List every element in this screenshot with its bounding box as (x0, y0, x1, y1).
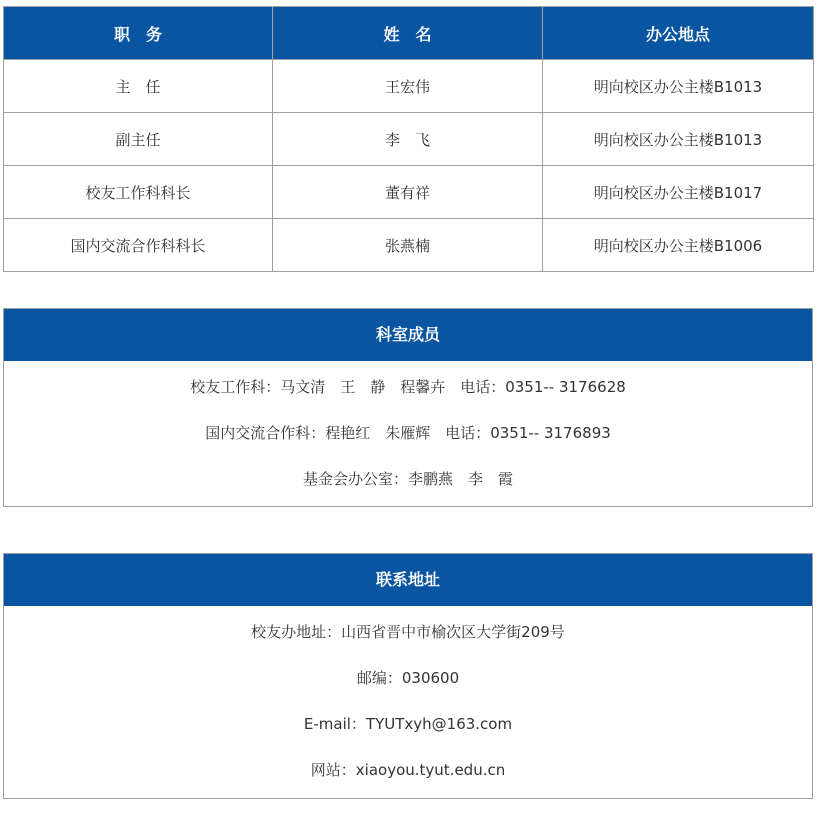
cell-office: 明向校区办公主楼B1013 (543, 113, 814, 166)
cell-position: 主 任 (4, 60, 273, 113)
members-section (3, 308, 813, 507)
table-row (4, 166, 814, 219)
cell-name: 董有祥 (273, 166, 543, 219)
cell-position: 国内交流合作科科长 (4, 219, 273, 272)
staff-table-header-row (4, 7, 814, 60)
members-line-foundation-office: 基金会办公室：李鹏燕 李 霞 (302, 470, 513, 488)
staff-table (3, 6, 814, 272)
header-office: 办公地点 (543, 7, 814, 60)
cell-office: 明向校区办公主楼B1013 (543, 60, 814, 113)
contact-section (3, 553, 813, 799)
cell-position: 副主任 (4, 113, 273, 166)
contact-title: 联系地址 (4, 554, 812, 606)
cell-name: 李 飞 (273, 113, 543, 166)
members-line-alumni-affairs: 校友工作科：马文清 王 静 程馨卉 电话：0351-- 3176628 (190, 378, 626, 396)
cell-office: 明向校区办公主楼B1017 (543, 166, 814, 219)
table-row (4, 60, 814, 113)
cell-office: 明向校区办公主楼B1006 (543, 219, 814, 272)
cell-position: 校友工作科科长 (4, 166, 273, 219)
contact-website: 网站：xiaoyou.tyut.edu.cn (310, 761, 506, 779)
header-position: 职 务 (4, 7, 273, 60)
table-row (4, 219, 814, 272)
members-line-domestic-exchange: 国内交流合作科：程艳红 朱雁辉 电话：0351-- 3176893 (205, 424, 611, 442)
members-body (4, 361, 812, 506)
members-title: 科室成员 (4, 309, 812, 361)
table-row (4, 113, 814, 166)
header-name: 姓 名 (273, 7, 543, 60)
contact-email: E-mail：TYUTxyh@163.com (303, 715, 513, 733)
cell-name: 张燕楠 (273, 219, 543, 272)
contact-body (4, 606, 812, 798)
cell-name: 王宏伟 (273, 60, 543, 113)
contact-address: 校友办地址：山西省晋中市榆次区大学街209号 (251, 623, 565, 641)
contact-postcode: 邮编：030600 (356, 669, 460, 687)
